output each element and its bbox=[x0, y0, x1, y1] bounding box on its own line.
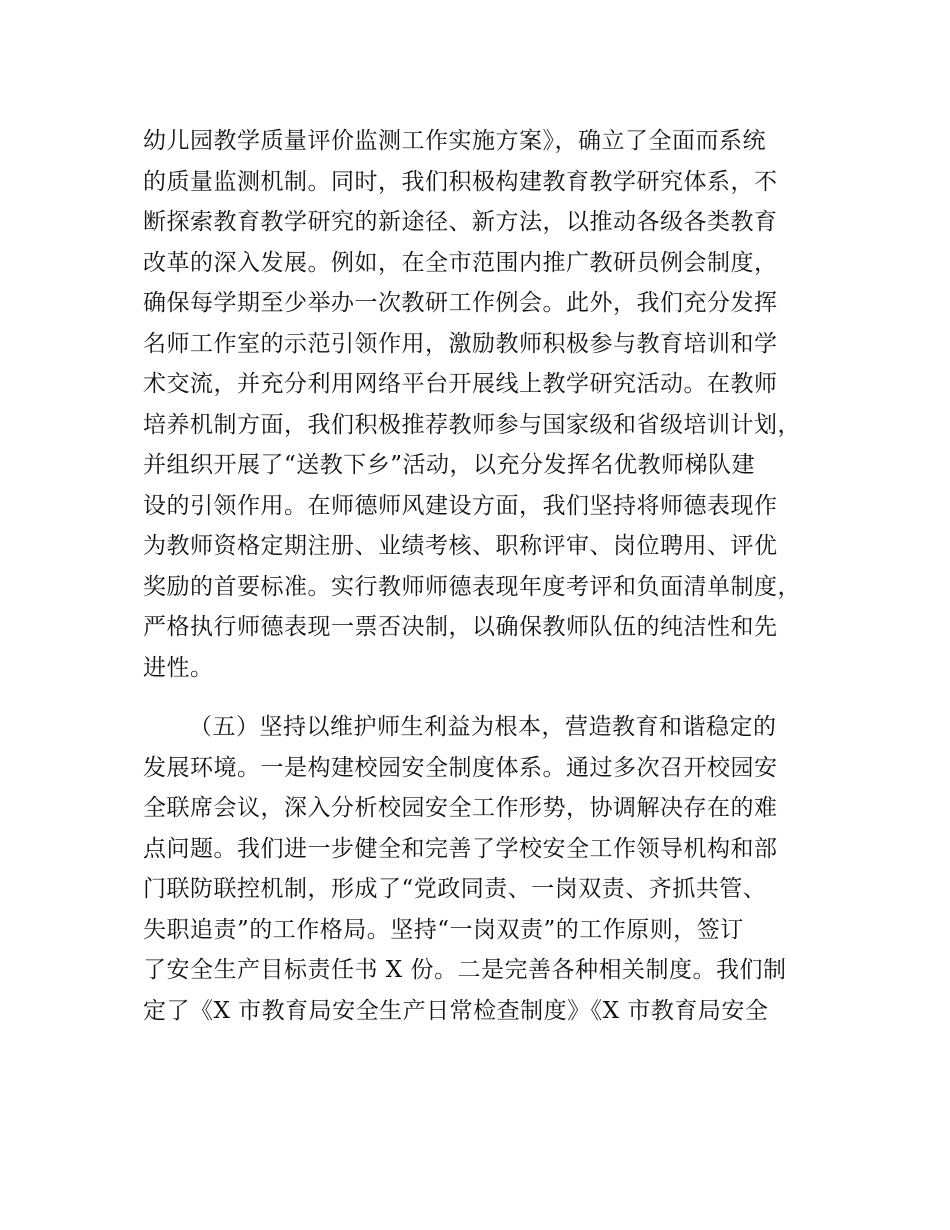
paragraph-line: 发展环境。一是构建校园安全制度体系。通过多次召开校园安 bbox=[143, 754, 778, 781]
paragraph-line: 改革的深入发展。例如，在全市范围内推广教研员例会制度， bbox=[143, 249, 778, 276]
body-paragraph-2 bbox=[143, 707, 833, 1031]
paragraph-line: 术交流，并充分利用网络平台开展线上教学研究活动。在教师 bbox=[143, 371, 778, 397]
paragraph-line: 严格执行师德表现一票否决制，以确保教师队伍的纯洁性和先 bbox=[143, 614, 778, 640]
paragraph-line: 确保每学期至少举办一次教研工作例会。此外，我们充分发挥 bbox=[143, 290, 778, 316]
paragraph-line: 设的引领作用。在师德师风建设方面，我们坚持将师德表现作 bbox=[143, 492, 778, 519]
paragraph-line: 定了《X 市教育局安全生产日常检查制度》《X 市教育局安全 bbox=[143, 997, 769, 1024]
paragraph-line: 点问题。我们进一步健全和完善了学校安全工作领导机构和部 bbox=[143, 835, 778, 862]
paragraph-line: 并组织开展了“送教下乡”活动，以充分发挥名优教师梯队建 bbox=[143, 452, 756, 478]
paragraph-line: 全联席会议，深入分析校园安全工作形势，协调解决存在的难 bbox=[143, 795, 778, 821]
paragraph-line: 门联防联控机制，形成了“党政同责、一岗双责、齐抓共管、 bbox=[143, 876, 767, 902]
paragraph-line: 的质量监测机制。同时，我们积极构建教育教学研究体系，不 bbox=[143, 168, 778, 195]
paragraph-line: 断探索教育教学研究的新途径、新方法，以推动各级各类教育 bbox=[143, 209, 778, 235]
paragraph-line: 了安全生产目标责任书 X 份。二是完善各种相关制度。我们制 bbox=[143, 957, 787, 983]
paragraph-line: 为教师资格定期注册、业绩考核、职称评审、岗位聘用、评优 bbox=[143, 533, 778, 559]
section-heading-line: （五）坚持以维护师生利益为根本，营造教育和谐稳定的 bbox=[189, 714, 777, 740]
paragraph-line: 名师工作室的示范引领作用，激励教师积极参与教育培训和学 bbox=[143, 330, 778, 357]
paragraph-line: 进性。 bbox=[143, 654, 214, 681]
paragraph-line: 幼儿园教学质量评价监测工作实施方案》，确立了全面而系统 bbox=[143, 128, 766, 154]
paragraph-line: 奖励的首要标准。实行教师师德表现年度考评和负面清单制度， bbox=[143, 573, 801, 600]
paragraph-line: 失职追责”的工作格局。坚持“一岗双责”的工作原则，签订 bbox=[143, 916, 744, 943]
paragraph-line: 培养机制方面，我们积极推荐教师参与国家级和省级培训计划， bbox=[143, 411, 801, 438]
body-paragraph-1 bbox=[143, 121, 833, 688]
